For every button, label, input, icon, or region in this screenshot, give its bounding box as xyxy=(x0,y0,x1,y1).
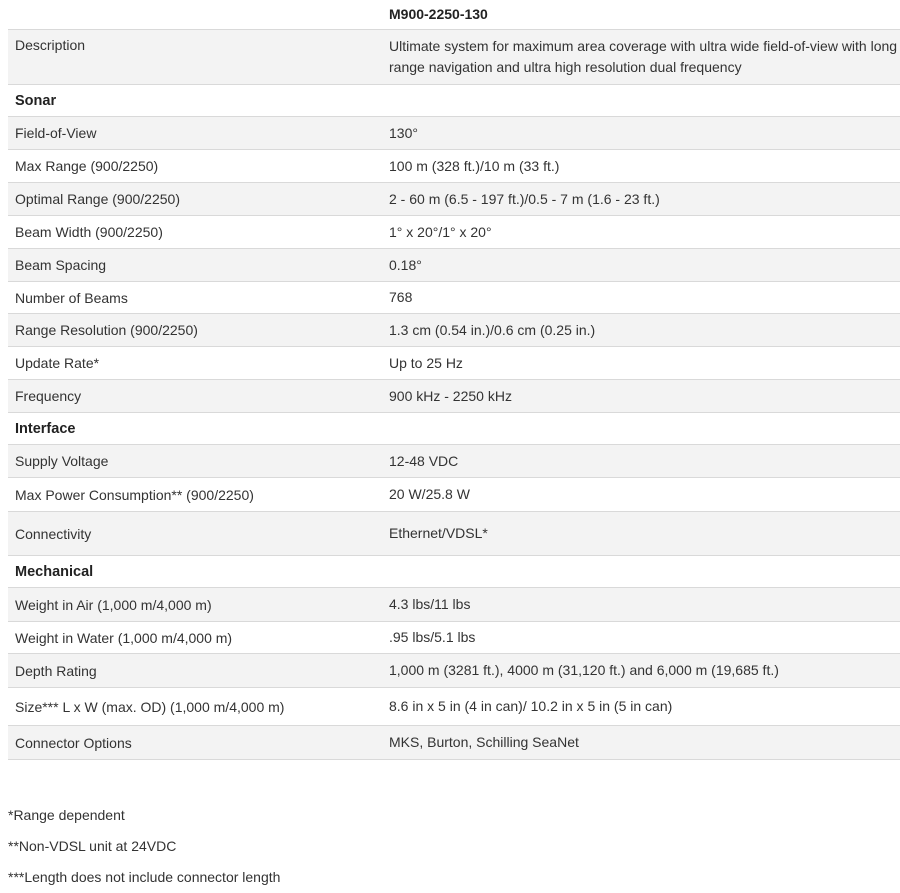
row-label: Range Resolution (900/2250) xyxy=(15,322,198,338)
row-value: 12-48 VDC xyxy=(389,452,459,469)
footnotes xyxy=(8,800,900,893)
section-title: Sonar xyxy=(15,92,57,109)
footnote: ***Length does not include connector length xyxy=(8,869,281,885)
section-header-sonar xyxy=(8,85,900,117)
row-label: Size*** L x W (max. OD) (1,000 m/4,000 m) xyxy=(15,698,285,715)
table-header-row xyxy=(8,0,900,30)
table-row xyxy=(8,314,900,347)
table-row xyxy=(8,347,900,380)
footnote: *Range dependent xyxy=(8,807,125,823)
table-row xyxy=(8,282,900,314)
row-value: MKS, Burton, Schilling SeaNet xyxy=(389,734,579,750)
row-label: Max Power Consumption** (900/2250) xyxy=(15,486,254,503)
description-label: Description xyxy=(15,37,86,53)
row-label: Supply Voltage xyxy=(15,453,109,469)
row-value: 768 xyxy=(389,289,413,305)
table-row xyxy=(8,445,900,478)
row-label: Weight in Water (1,000 m/4,000 m) xyxy=(15,629,233,646)
table-row xyxy=(8,588,900,622)
row-label: Connector Options xyxy=(15,734,132,751)
description-row xyxy=(8,30,900,85)
row-value: .95 lbs/5.1 lbs xyxy=(389,629,476,645)
table-row xyxy=(8,622,900,654)
row-label: Beam Width (900/2250) xyxy=(15,224,163,240)
row-label: Frequency xyxy=(15,388,82,404)
table-row xyxy=(8,478,900,512)
row-label: Weight in Air (1,000 m/4,000 m) xyxy=(15,596,212,613)
table-row xyxy=(8,654,900,688)
row-value: Up to 25 Hz xyxy=(389,354,463,371)
row-value: 20 W/25.8 W xyxy=(389,486,470,502)
row-label: Depth Rating xyxy=(15,662,97,679)
spec-table xyxy=(8,0,900,760)
row-value: 2 - 60 m (6.5 - 197 ft.)/0.5 - 7 m (1.6 - 23 ft.) xyxy=(389,190,660,207)
row-value: 900 kHz - 2250 kHz xyxy=(389,387,512,404)
table-row xyxy=(8,688,900,726)
row-label: Update Rate* xyxy=(15,355,100,371)
row-label: Number of Beams xyxy=(15,289,128,306)
row-value: 130° xyxy=(389,124,418,141)
table-row xyxy=(8,216,900,249)
section-title: Interface xyxy=(15,420,76,437)
row-label: Connectivity xyxy=(15,525,92,542)
table-row xyxy=(8,150,900,183)
row-label: Max Range (900/2250) xyxy=(15,158,159,174)
row-value: 4.3 lbs/11 lbs xyxy=(389,596,471,612)
row-value: 8.6 in x 5 in (4 in can)/ 10.2 in x 5 in (5 in can) xyxy=(389,698,673,714)
row-value: 1,000 m (3281 ft.), 4000 m (31,120 ft.) and 6,000 m (19,685 ft.) xyxy=(389,662,779,678)
row-value: Ethernet/VDSL* xyxy=(389,525,488,541)
table-row xyxy=(8,183,900,216)
row-label: Field-of-View xyxy=(15,125,97,141)
footnote: **Non-VDSL unit at 24VDC xyxy=(8,838,177,854)
table-row xyxy=(8,249,900,282)
row-value: 0.18° xyxy=(389,256,422,273)
row-label: Optimal Range (900/2250) xyxy=(15,191,180,207)
row-label: Beam Spacing xyxy=(15,257,107,273)
section-header-mechanical xyxy=(8,556,900,588)
row-value: 1° x 20°/1° x 20° xyxy=(389,223,492,240)
section-header-interface xyxy=(8,413,900,445)
table-row xyxy=(8,726,900,760)
row-value: 1.3 cm (0.54 in.)/0.6 cm (0.25 in.) xyxy=(389,321,596,338)
table-row xyxy=(8,380,900,413)
table-row xyxy=(8,117,900,150)
table-row xyxy=(8,512,900,556)
row-value: 100 m (328 ft.)/10 m (33 ft.) xyxy=(389,157,560,174)
section-title: Mechanical xyxy=(15,563,94,580)
model-name: M900-2250-130 xyxy=(389,6,488,22)
description-value: Ultimate system for maximum area coverage with ultra wide field-of-view with long range navigation and ultra high resolution dual frequency xyxy=(389,38,898,75)
